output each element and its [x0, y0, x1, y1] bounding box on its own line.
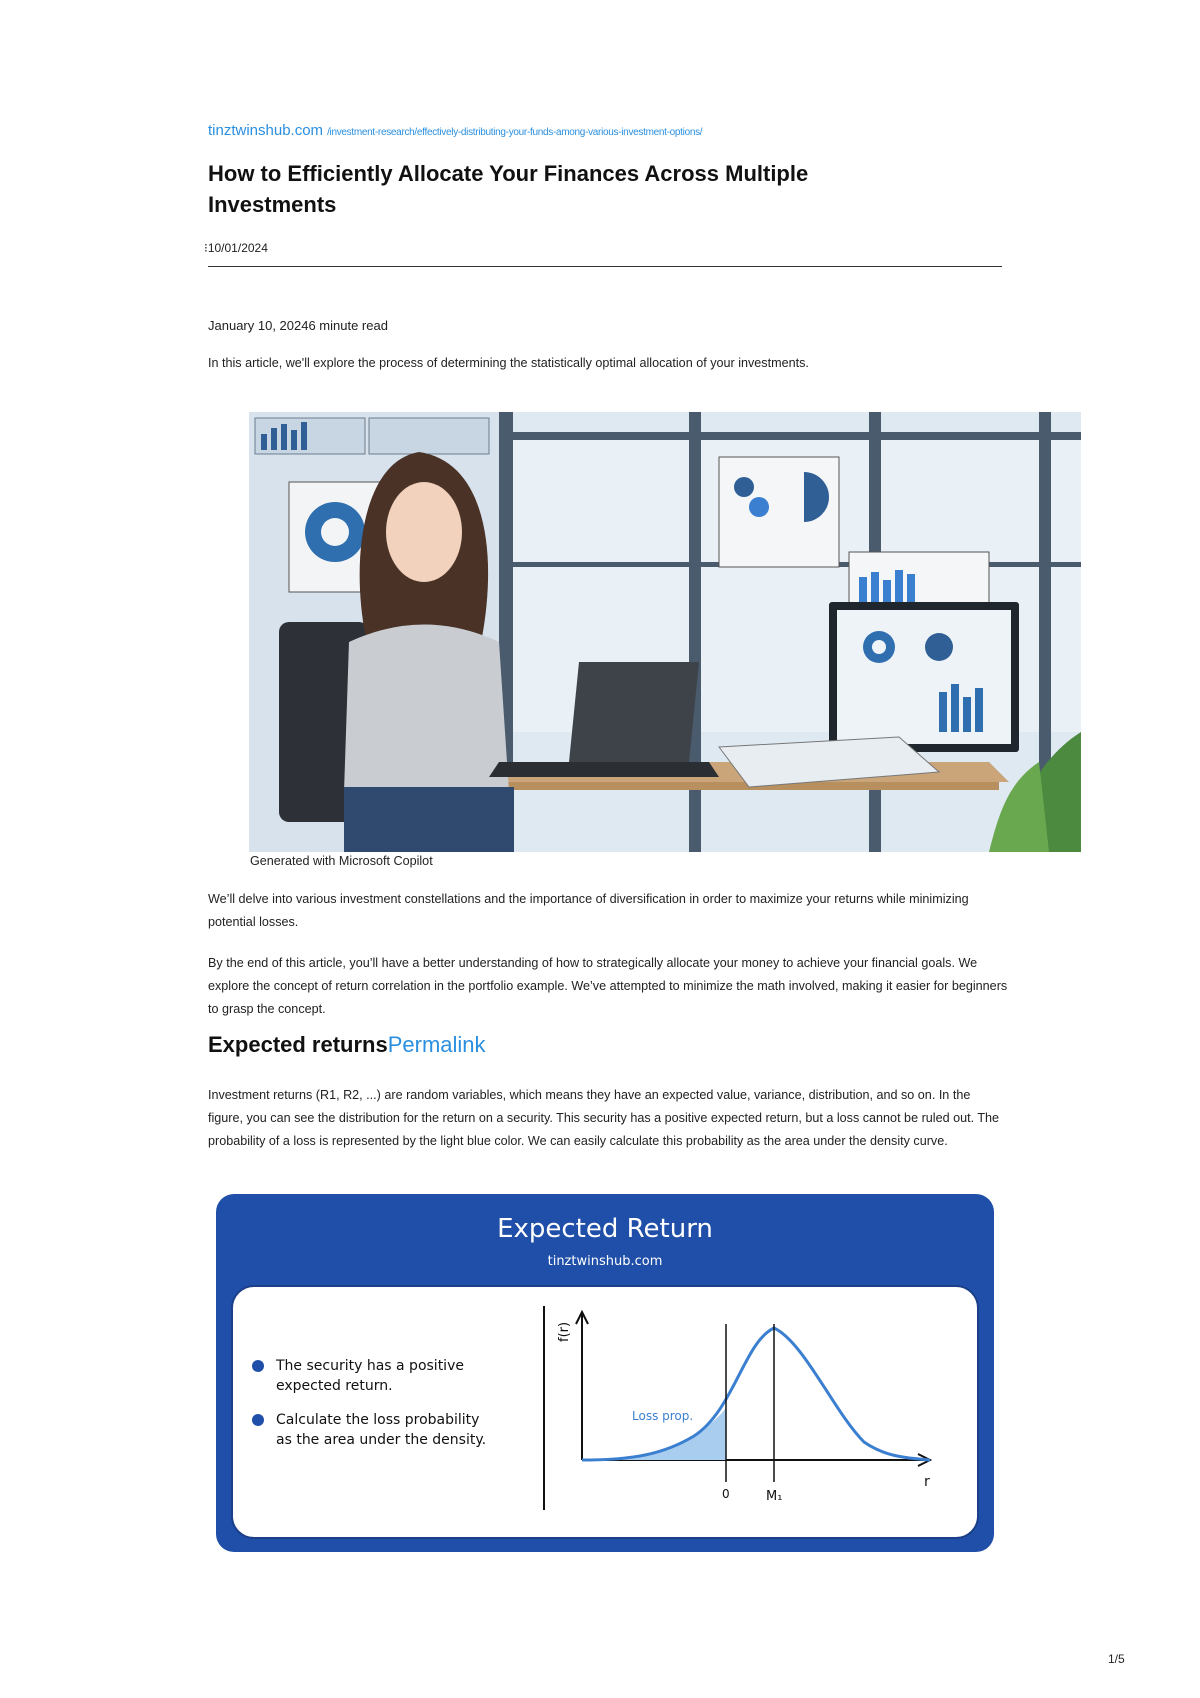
article-title: How to Efficiently Allocate Your Finances Across Multiple Investments	[208, 161, 809, 217]
bullet2-line1: Calculate the loss probability	[276, 1412, 480, 1428]
section-title: Expected returns	[208, 1032, 388, 1057]
page-number: 1/5	[1108, 1652, 1125, 1666]
header-divider	[208, 266, 1002, 267]
permalink-link[interactable]: Permalink	[387, 1032, 486, 1057]
y-axis-label: f(r)	[557, 1321, 572, 1342]
bullet-dot-1	[252, 1360, 264, 1372]
paragraph-diversification: We’ll delve into various investment constellations and the importance of diversification in order to maximize your returns while minimizing potential losses.	[208, 892, 969, 929]
section-heading-expected-returns	[208, 1032, 486, 1058]
x-axis-label: r	[924, 1474, 930, 1490]
mean-label: M₁	[766, 1489, 783, 1504]
expected-return-infographic	[214, 1192, 996, 1554]
url-path: /investment-research/effectively-distributing-your-funds-among-various-investment-options/	[327, 127, 703, 138]
intro-paragraph: In this article, we'll explore the process of determining the statistically optimal allocation of your investments.	[208, 356, 809, 370]
domain-link[interactable]: tinztwinshub.com	[208, 122, 324, 139]
zero-label: 0	[722, 1487, 730, 1501]
article-meta: January 10, 20246 minute read	[208, 318, 388, 333]
hero-illustration	[249, 412, 1081, 852]
source-url	[208, 122, 702, 140]
loss-prob-label: Loss prop.	[632, 1409, 694, 1423]
bullet1-line1: The security has a positive	[276, 1358, 464, 1374]
paragraph-returns: Investment returns (R1, R2, ...) are random variables, which means they have an expected value, variance, distribution, and so on. In the figure, you can see the distribution for the return on a security. This security has a positive expected return, but a loss cannot be ruled out. The probability of a loss is represented by the light blue color. We can easily calculate this probability as the area under the density curve.	[208, 1088, 1000, 1148]
infographic-subtitle: tinztwinshub.com	[547, 1254, 663, 1269]
header-date: 10/01/2024	[207, 241, 268, 255]
image-caption: Generated with Microsoft Copilot	[250, 854, 433, 868]
date-icon: ⁝	[204, 241, 208, 255]
header-date-line	[204, 241, 268, 255]
bullet2-line2: as the area under the density.	[276, 1432, 487, 1448]
bullet-dot-2	[252, 1414, 264, 1426]
bullet1-line2: expected return.	[276, 1378, 393, 1394]
paragraph-goals: By the end of this article, you’ll have a better understanding of how to strategically allocate your money to achieve your financial goals. We explore the concept of return correlation in the portfolio example. We’ve attempted to minimize the math involved, making it easier for beginners to grasp the concept.	[208, 956, 1008, 1016]
infographic-title: Expected Return	[497, 1214, 713, 1244]
